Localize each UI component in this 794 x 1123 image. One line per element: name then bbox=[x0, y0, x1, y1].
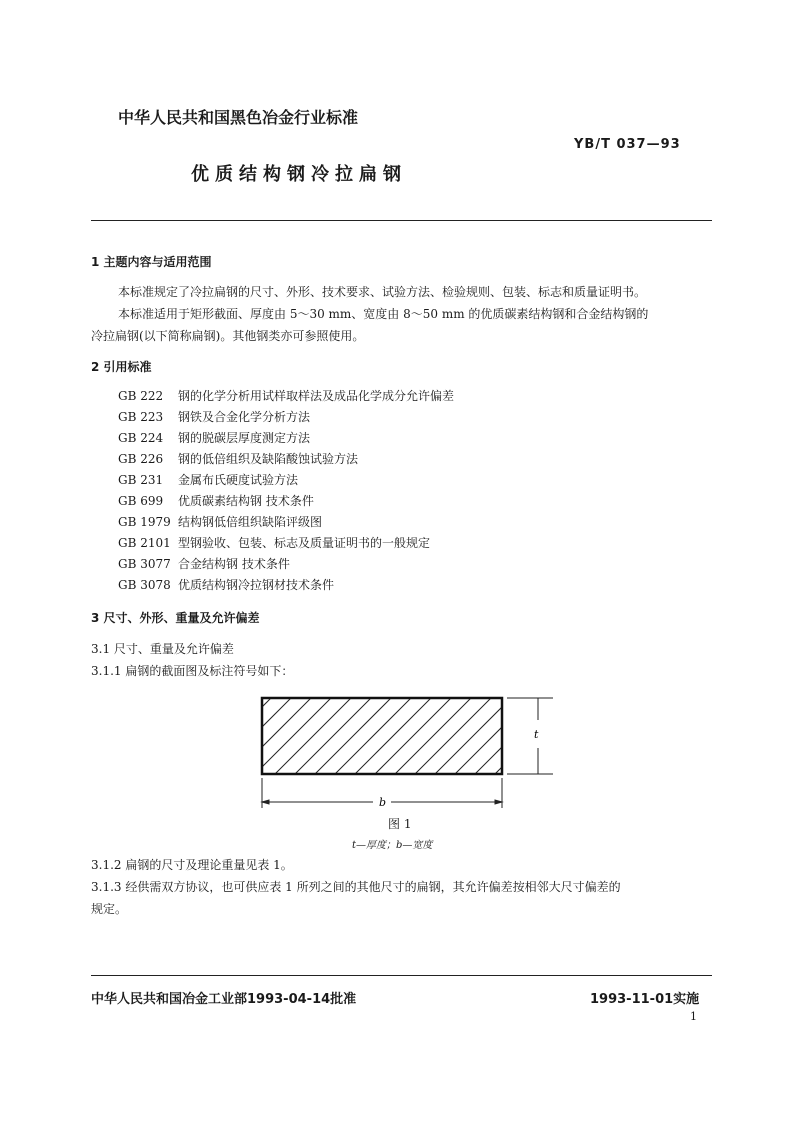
figure-legend: t—厚度；b—宽度 bbox=[352, 840, 433, 851]
footer-divider bbox=[91, 975, 712, 976]
header-divider bbox=[91, 220, 712, 221]
reference-title: 钢铁及合金化学分析方法 bbox=[178, 410, 311, 424]
reference-title: 结构钢低倍组织缺陷评级图 bbox=[178, 515, 323, 529]
thickness-dimension bbox=[507, 698, 553, 774]
issuing-organization: 中华人民共和国黑色冶金行业标准 bbox=[118, 108, 359, 127]
reference-number: GB 3078 bbox=[118, 578, 171, 592]
cross-section-figure bbox=[255, 690, 555, 810]
width-label: b bbox=[379, 796, 387, 809]
reference-number: GB 699 bbox=[118, 494, 164, 508]
reference-number: GB 2101 bbox=[118, 536, 171, 550]
list-item bbox=[118, 554, 454, 575]
reference-number: GB 223 bbox=[118, 410, 164, 424]
reference-number: GB 222 bbox=[118, 389, 164, 403]
approval-line: 中华人民共和国冶金工业部1993-04-14批准 bbox=[91, 992, 357, 1007]
clause-3-1-1: 3.1.1 扁钢的截面图及标注符号如下： bbox=[91, 664, 294, 678]
section-1-paragraph-1: 本标准规定了冷拉扁钢的尺寸、外形、技术要求、试验方法、检验规则、包装、标志和质量证明书。 bbox=[118, 285, 647, 299]
page-number: 1 bbox=[690, 1010, 697, 1023]
reference-title: 钢的化学分析用试样取样法及成品化学成分允许偏差 bbox=[178, 389, 455, 403]
thickness-label: t bbox=[534, 728, 539, 741]
reference-title: 合金结构钢 技术条件 bbox=[178, 557, 290, 571]
reference-number: GB 3077 bbox=[118, 557, 171, 571]
reference-title: 型钢验收、包装、标志及质量证明书的一般规定 bbox=[178, 536, 431, 550]
section-1-paragraph-2: 本标准适用于矩形截面、厚度由 5～30 mm、宽度由 8～50 mm 的优质碳素结构钢和合金结构钢的 bbox=[118, 307, 649, 321]
reference-number: GB 224 bbox=[118, 431, 164, 445]
list-item bbox=[118, 428, 454, 449]
reference-number: GB 1979 bbox=[118, 515, 171, 529]
reference-title: 金属布氏硬度试验方法 bbox=[178, 473, 299, 487]
list-item bbox=[118, 575, 454, 596]
list-item bbox=[118, 512, 454, 533]
list-item bbox=[118, 533, 454, 554]
section-2-heading: 2 引用标准 bbox=[91, 360, 152, 374]
document-title: 优质结构钢冷拉扁钢 bbox=[191, 164, 407, 185]
reference-number: GB 226 bbox=[118, 452, 164, 466]
clause-3-1-3-cont: 规定。 bbox=[91, 902, 128, 916]
reference-number: GB 231 bbox=[118, 473, 164, 487]
list-item bbox=[118, 386, 454, 407]
list-item bbox=[118, 491, 454, 512]
figure-caption: 图 1 bbox=[388, 817, 412, 831]
section-1-heading: 1 主题内容与适用范围 bbox=[91, 255, 212, 269]
section-3-heading: 3 尺寸、外形、重量及允许偏差 bbox=[91, 611, 260, 625]
clause-3-1: 3.1 尺寸、重量及允许偏差 bbox=[91, 642, 234, 656]
reference-list bbox=[118, 386, 454, 596]
list-item bbox=[118, 470, 454, 491]
reference-title: 优质结构钢冷拉钢材技术条件 bbox=[178, 578, 335, 592]
list-item bbox=[118, 449, 454, 470]
clause-3-1-3: 3.1.3 经供需双方协议，也可供应表 1 所列之间的其他尺寸的扁钢，其允许偏差按相邻大尺寸偏差的 bbox=[91, 880, 621, 894]
standard-code: YB/T 037—93 bbox=[574, 137, 681, 152]
list-item bbox=[118, 407, 454, 428]
clause-3-1-2: 3.1.2 扁钢的尺寸及理论重量见表 1。 bbox=[91, 858, 293, 872]
reference-title: 钢的脱碳层厚度测定方法 bbox=[178, 431, 311, 445]
reference-title: 钢的低倍组织及缺陷酸蚀试验方法 bbox=[178, 452, 359, 466]
hatching bbox=[255, 698, 555, 774]
effective-date: 1993-11-01实施 bbox=[590, 992, 700, 1007]
reference-title: 优质碳素结构钢 技术条件 bbox=[178, 494, 314, 508]
section-1-paragraph-2-cont: 冷拉扁钢(以下简称扁钢)。其他钢类亦可参照使用。 bbox=[91, 329, 365, 343]
